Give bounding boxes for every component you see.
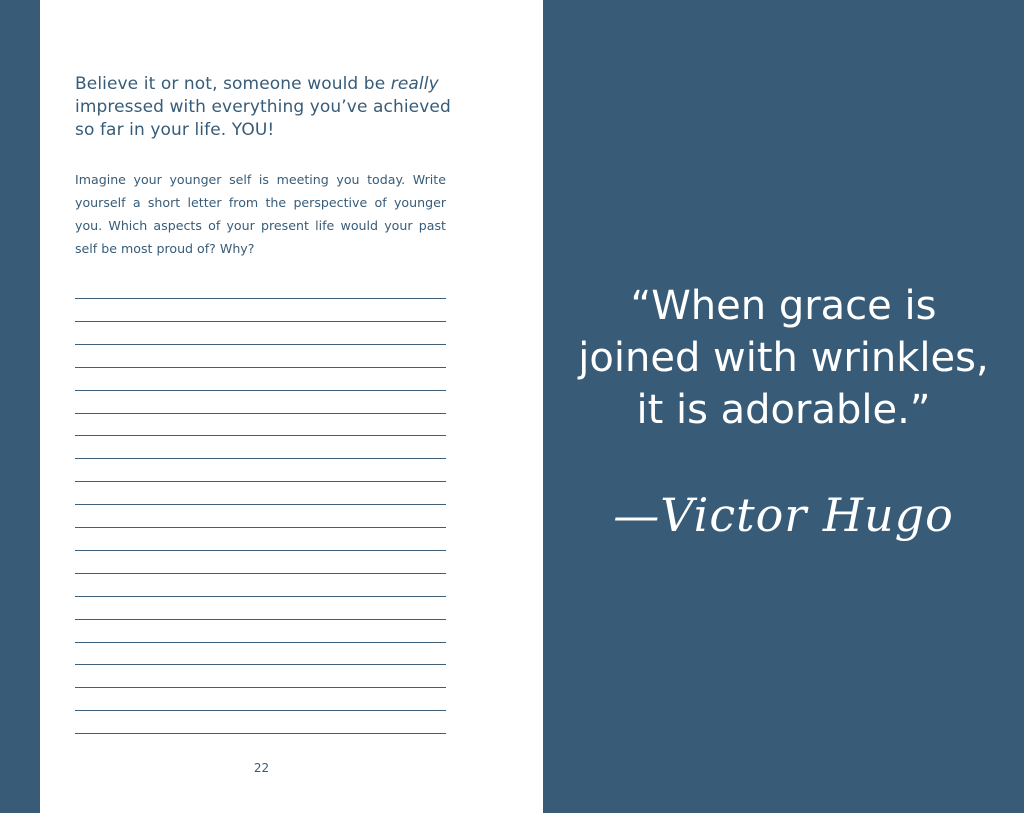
writing-line — [75, 733, 446, 734]
quote-line: joined with wrinkles, — [578, 335, 989, 381]
quote-line: it is adorable.” — [636, 387, 931, 433]
writing-line — [75, 664, 446, 665]
writing-lines[interactable] — [75, 298, 446, 738]
writing-line — [75, 573, 446, 574]
writing-line — [75, 367, 446, 368]
quote-attribution: —Victor Hugo — [613, 488, 954, 542]
intro-emphasis: really — [390, 74, 439, 94]
writing-line — [75, 710, 446, 711]
writing-line — [75, 504, 446, 505]
writing-line — [75, 596, 446, 597]
writing-line — [75, 527, 446, 528]
right-page — [543, 0, 1024, 813]
writing-line — [75, 619, 446, 620]
writing-line — [75, 481, 446, 482]
quote — [543, 280, 1024, 436]
left-page — [40, 0, 543, 813]
writing-line — [75, 435, 446, 436]
page-number: 22 — [253, 761, 270, 775]
quote-line: “When grace is — [630, 283, 937, 329]
writing-line — [75, 413, 446, 414]
intro-text-end: impressed with everything you’ve achieved so far in your life. YOU! — [75, 97, 451, 140]
writing-line — [75, 642, 446, 643]
writing-line — [75, 687, 446, 688]
writing-line — [75, 344, 446, 345]
intro-text — [75, 73, 455, 142]
writing-line — [75, 458, 446, 459]
writing-line — [75, 390, 446, 391]
journal-prompt: Imagine your younger self is meeting you today. Write yourself a short letter from the perspective of younger you. Which aspects of your present life would your past self be most proud of? Why? — [75, 172, 446, 256]
writing-line — [75, 298, 446, 299]
writing-line — [75, 321, 446, 322]
intro-text-start: Believe it or not, someone would be — [75, 74, 391, 94]
writing-line — [75, 550, 446, 551]
